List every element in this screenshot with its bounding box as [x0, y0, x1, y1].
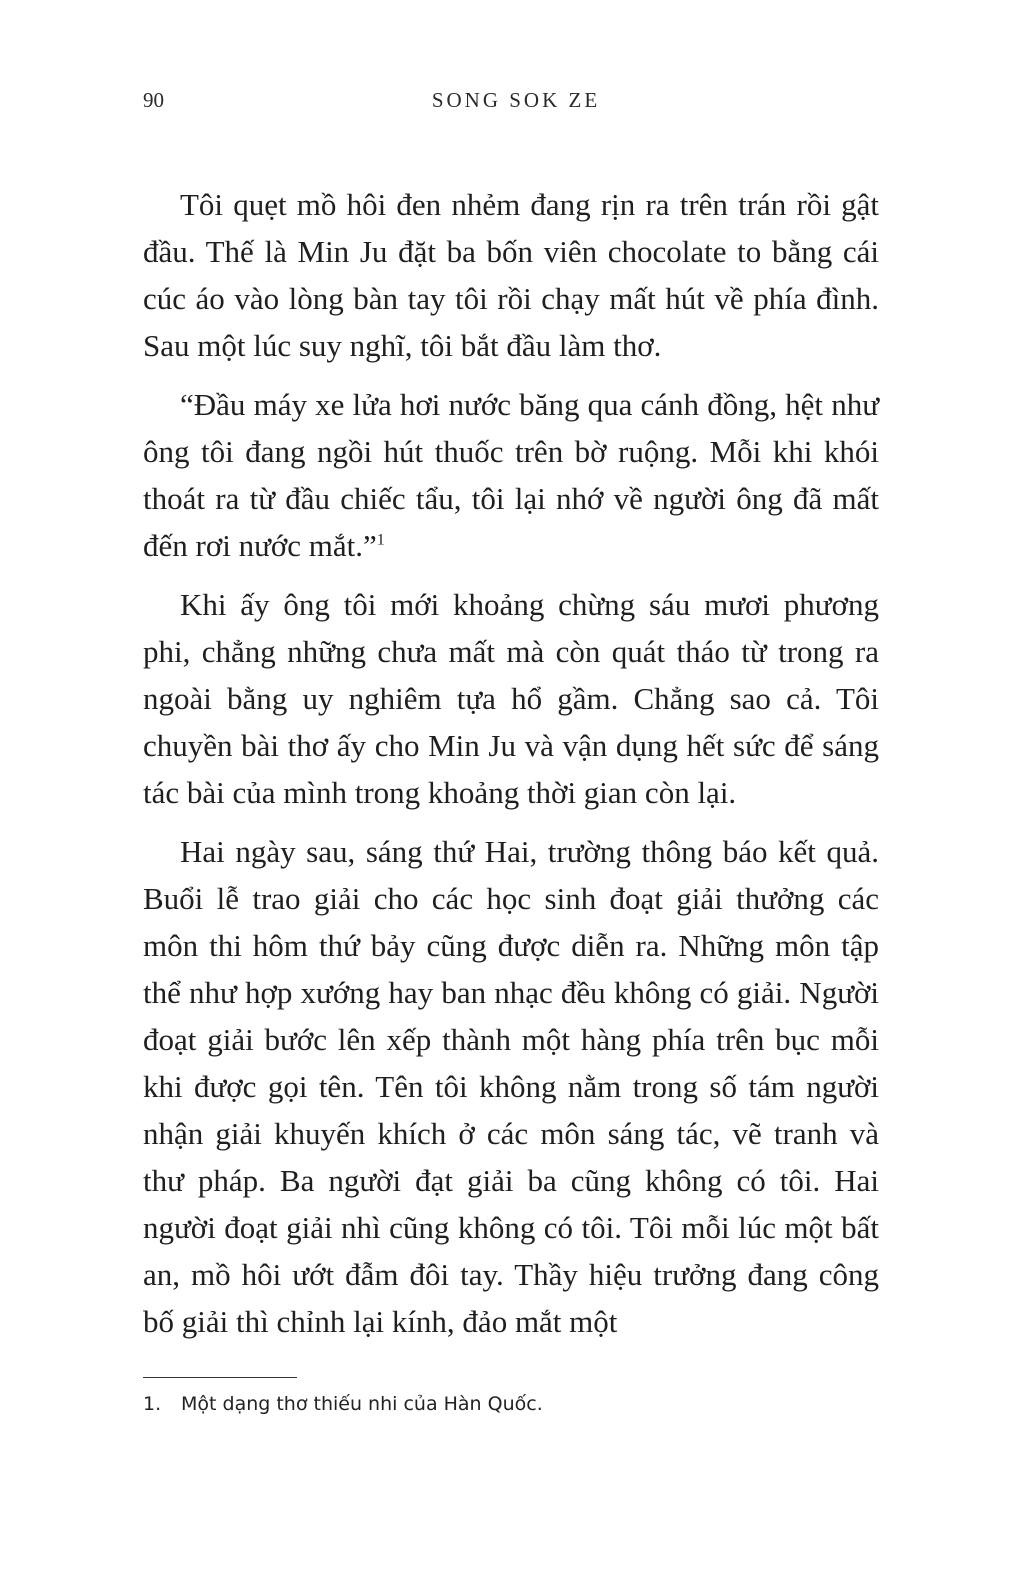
paragraph-with-footnote	[143, 381, 879, 569]
footnote-number: 1.	[143, 1393, 162, 1415]
running-title: SONG SOK ZE	[431, 88, 601, 112]
paragraph-text: “Đầu máy xe lửa hơi nước băng qua cánh đồng, hệt như ông tôi đang ngồi hút thuốc trên bờ ruộng. Mỗi khi khói thoát ra từ đầu chiếc tẩu, tôi lại nhớ về người ông đã mất đến rơi nước mắt.”	[143, 387, 879, 563]
paragraph: Hai ngày sau, sáng thứ Hai, trường thông báo kết quả. Buổi lễ trao giải cho các học sinh đoạt giải thưởng các môn thi hôm thứ bảy cũng được diễn ra. Những môn tập thể như hợp xướng hay ban nhạc đều không có giải. Người đoạt giải bước lên xếp thành một hàng phía trên bục mỗi khi được gọi tên. Tên tôi không nằm trong số tám người nhận giải khuyến khích ở các môn sáng tác, vẽ tranh và thư pháp. Ba người đạt giải ba cũng không có tôi. Hai người đoạt giải nhì cũng không có tôi. Tôi mỗi lúc một bất an, mồ hôi ướt đẫm đôi tay. Thầy hiệu trưởng đang công bố giải thì chỉnh lại kính, đảo mắt một	[143, 834, 879, 1339]
body-text	[143, 181, 879, 1357]
paragraph: Tôi quẹt mồ hôi đen nhẻm đang rịn ra trên trán rồi gật đầu. Thế là Min Ju đặt ba bốn viên chocolate to bằng cái cúc áo vào lòng bàn tay tôi rồi chạy mất hút về phía đình. Sau một lúc suy nghĩ, tôi bắt đầu làm thơ.	[143, 187, 879, 363]
page-number: 90	[143, 88, 164, 112]
running-head	[143, 88, 879, 118]
paragraph: Khi ấy ông tôi mới khoảng chừng sáu mươi phương phi, chẳng những chưa mất mà còn quát tháo từ trong ra ngoài bằng uy nghiêm tựa hổ gầm. Chẳng sao cả. Tôi chuyền bài thơ ấy cho Min Ju và vận dụng hết sức để sáng tác bài của mình trong khoảng thời gian còn lại.	[143, 587, 879, 810]
footnote-divider	[143, 1377, 297, 1378]
footnote-text: Một dạng thơ thiếu nhi của Hàn Quốc.	[181, 1393, 543, 1415]
footnote	[143, 1390, 879, 1418]
footnote-reference[interactable]: 1	[376, 531, 385, 549]
